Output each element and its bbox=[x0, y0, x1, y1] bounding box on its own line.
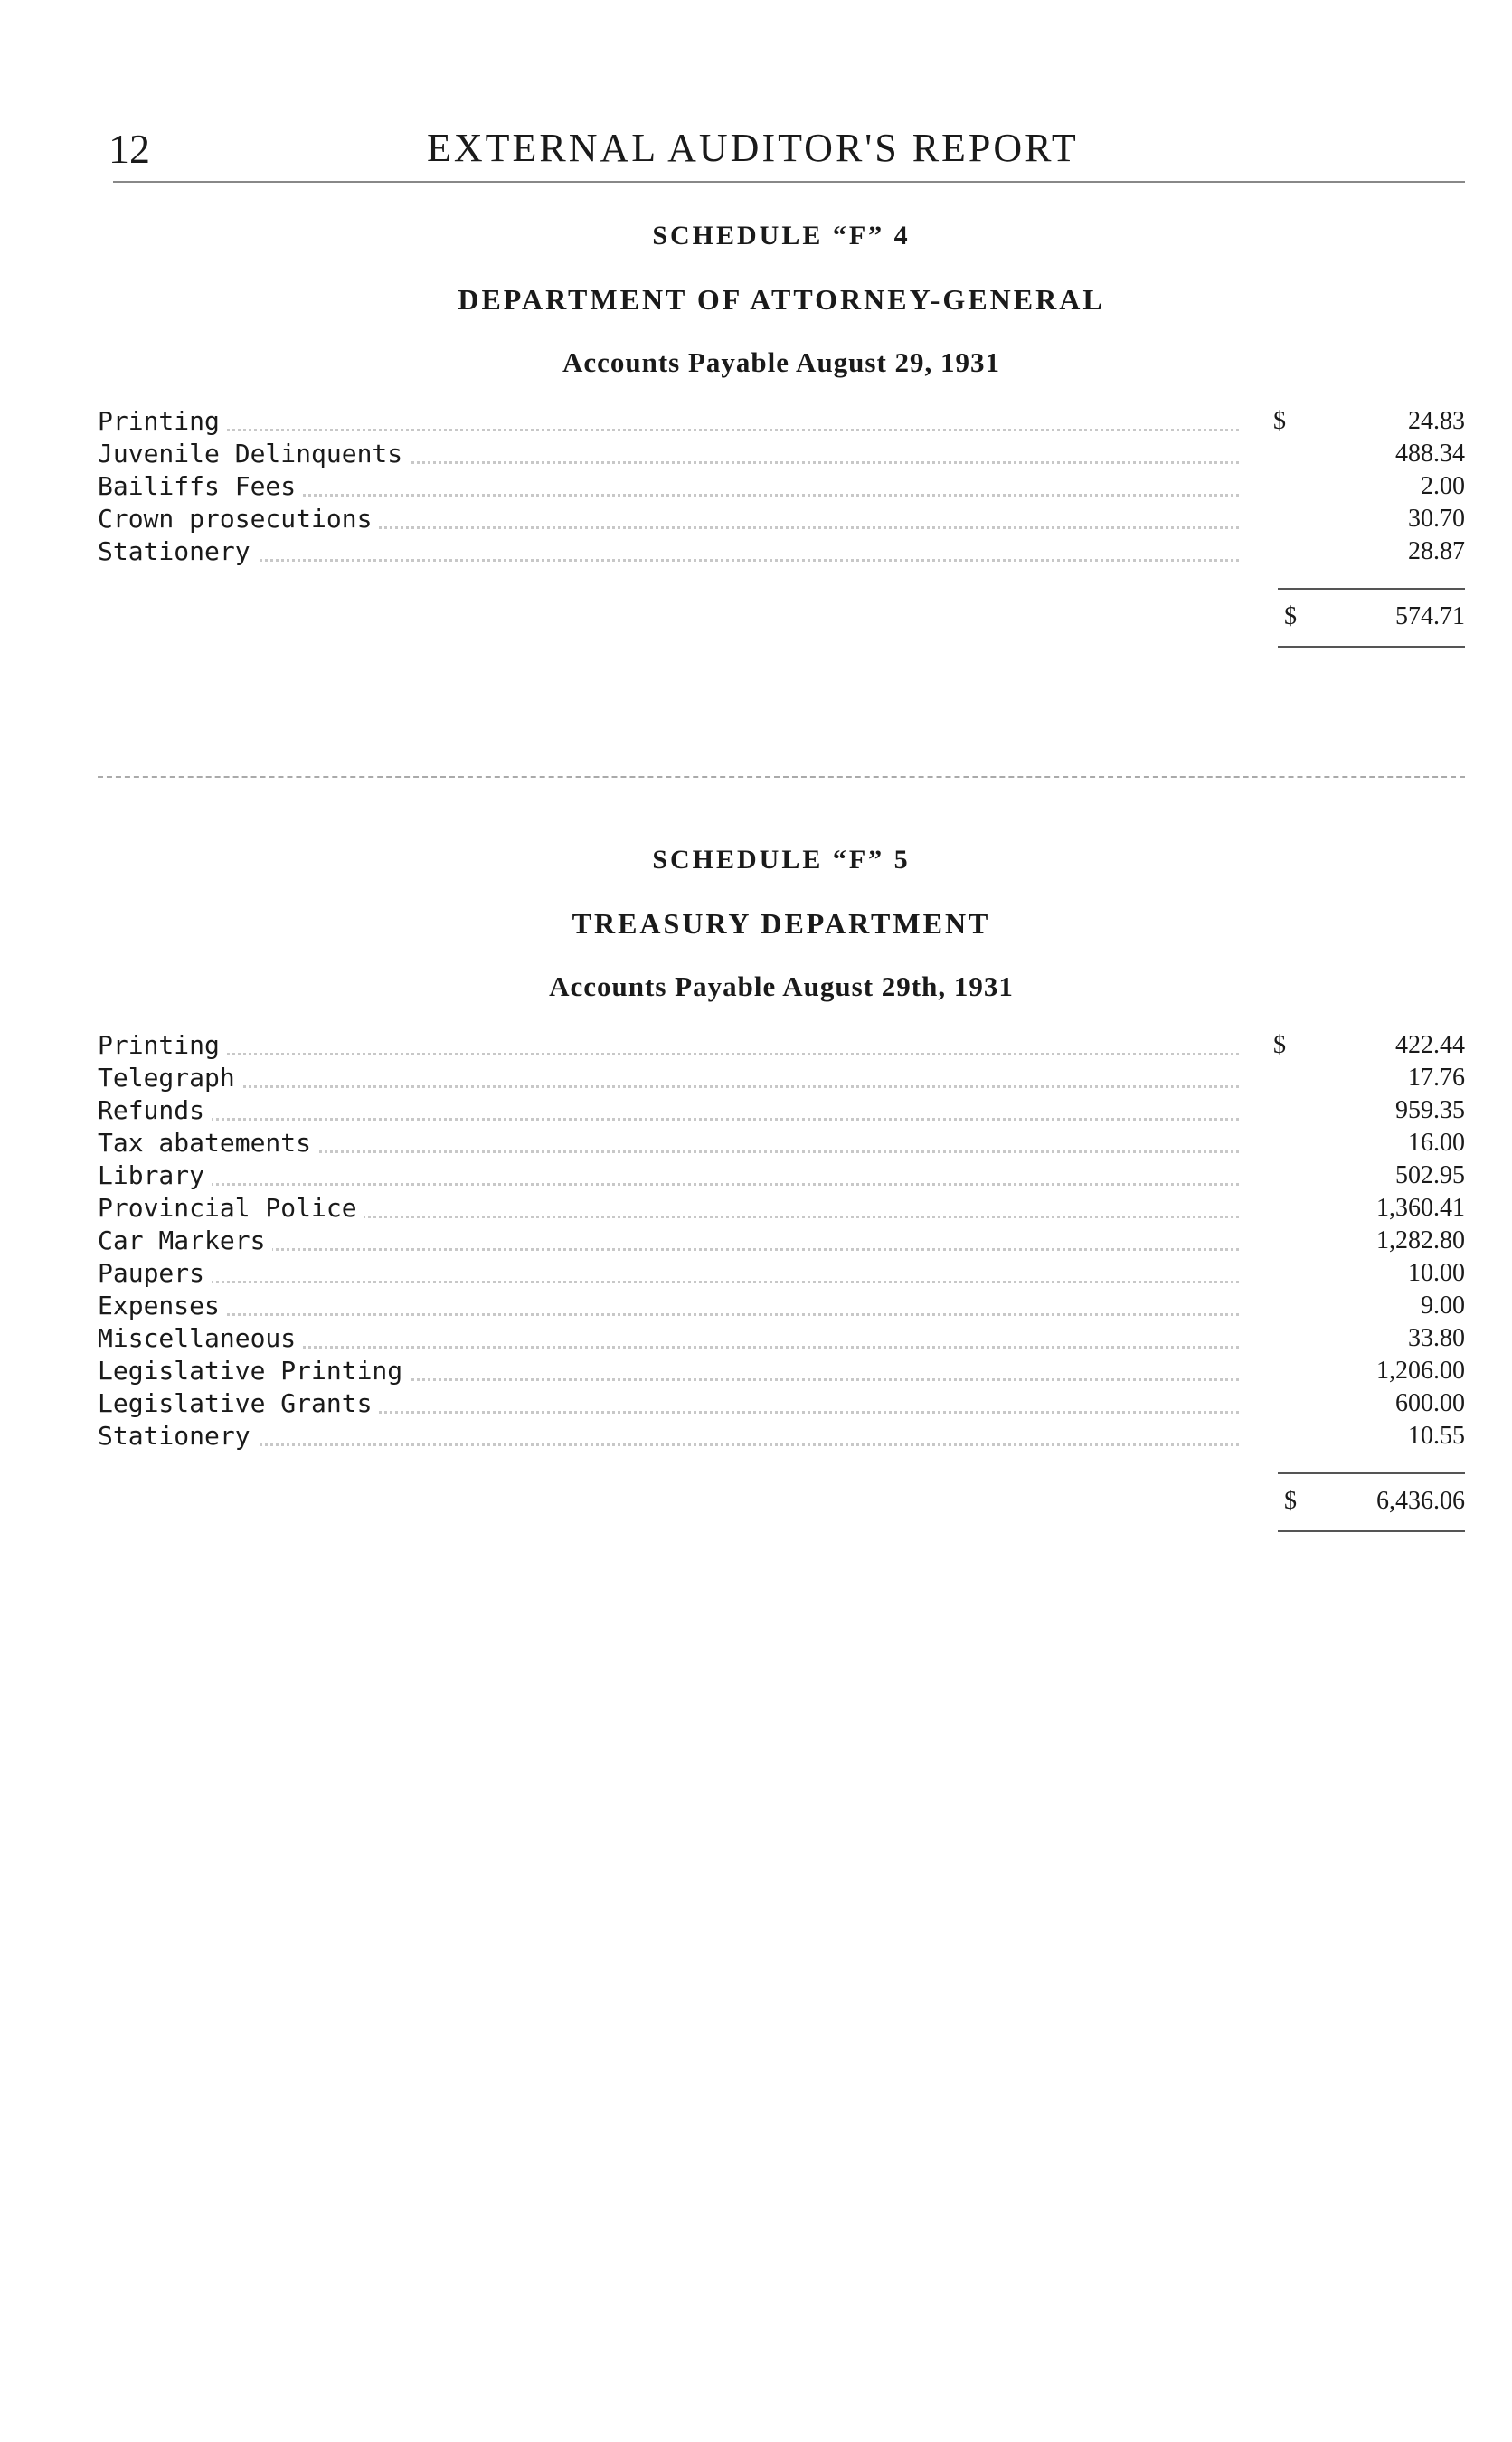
dot-leader bbox=[98, 1443, 1239, 1446]
item-amount: 600.00 bbox=[1395, 1389, 1465, 1417]
dot-leader bbox=[98, 1281, 1239, 1283]
total-amount: 574.71 bbox=[1395, 602, 1465, 630]
item-label: Expenses bbox=[98, 1290, 227, 1322]
line-item-miscellaneous bbox=[98, 1322, 1465, 1355]
department-title: TREASURY DEPARTMENT bbox=[572, 907, 991, 940]
page-title: EXTERNAL AUDITOR'S REPORT bbox=[427, 126, 1079, 170]
line-item-paupers bbox=[98, 1257, 1465, 1290]
item-label: Stationery bbox=[98, 535, 258, 568]
item-amount: 1,282.80 bbox=[1376, 1226, 1465, 1254]
item-amount: 17.76 bbox=[1408, 1064, 1465, 1092]
total-amount: 6,436.06 bbox=[1376, 1487, 1465, 1515]
item-label: Library bbox=[98, 1159, 212, 1192]
item-amount: 502.95 bbox=[1395, 1161, 1465, 1189]
item-amount: 488.34 bbox=[1395, 440, 1465, 468]
item-label: Legislative Grants bbox=[98, 1387, 379, 1420]
item-amount: 28.87 bbox=[1408, 537, 1465, 565]
currency-symbol: $ bbox=[1284, 602, 1297, 630]
dot-leader bbox=[98, 1118, 1239, 1121]
line-item-printing bbox=[98, 405, 1465, 438]
dot-leader bbox=[98, 1053, 1239, 1055]
dot-leader bbox=[98, 559, 1239, 562]
item-amount: 10.00 bbox=[1408, 1259, 1465, 1287]
currency-symbol: $ bbox=[1284, 1487, 1297, 1515]
total-block bbox=[98, 568, 1465, 649]
schedule-title: SCHEDULE “F” 4 bbox=[652, 221, 911, 251]
line-item-car-markers bbox=[98, 1225, 1465, 1257]
line-item-stationery bbox=[98, 1420, 1465, 1453]
line-item-printing bbox=[98, 1029, 1465, 1062]
total-rule bbox=[1278, 1530, 1465, 1532]
item-amount: 10.55 bbox=[1408, 1422, 1465, 1450]
item-label: Provincial Police bbox=[98, 1192, 364, 1225]
currency-symbol: $ bbox=[1273, 1031, 1286, 1059]
line-item-crown-prosecutions bbox=[98, 503, 1465, 535]
item-label: Legislative Printing bbox=[98, 1355, 410, 1387]
item-amount: 959.35 bbox=[1395, 1096, 1465, 1124]
line-item-stationery bbox=[98, 535, 1465, 568]
line-items bbox=[98, 1029, 1465, 1453]
total-rule bbox=[1278, 1472, 1465, 1474]
line-item-telegraph bbox=[98, 1062, 1465, 1094]
item-amount: 16.00 bbox=[1408, 1129, 1465, 1157]
item-amount: 30.70 bbox=[1408, 505, 1465, 533]
total-row bbox=[98, 601, 1465, 633]
item-amount: 24.83 bbox=[1408, 407, 1465, 435]
item-label: Juvenile Delinquents bbox=[98, 438, 410, 470]
line-item-tax-abatements bbox=[98, 1127, 1465, 1159]
item-amount: 2.00 bbox=[1421, 472, 1465, 500]
line-item-expenses bbox=[98, 1290, 1465, 1322]
line-item-juvenile-delinquents bbox=[98, 438, 1465, 470]
line-item-bailiffs-fees bbox=[98, 470, 1465, 503]
item-label: Tax abatements bbox=[98, 1127, 318, 1159]
item-label: Paupers bbox=[98, 1257, 212, 1290]
item-label: Printing bbox=[98, 405, 227, 438]
item-amount: 422.44 bbox=[1395, 1031, 1465, 1059]
item-label: Stationery bbox=[98, 1420, 258, 1453]
line-item-legislative-grants bbox=[98, 1387, 1465, 1420]
department-title: DEPARTMENT OF ATTORNEY-GENERAL bbox=[458, 283, 1105, 316]
currency-symbol: $ bbox=[1273, 407, 1286, 435]
item-amount: 33.80 bbox=[1408, 1324, 1465, 1352]
item-amount: 9.00 bbox=[1421, 1292, 1465, 1320]
item-label: Car Markers bbox=[98, 1225, 272, 1257]
accounts-title: Accounts Payable August 29, 1931 bbox=[562, 346, 1001, 378]
schedule-title: SCHEDULE “F” 5 bbox=[652, 845, 911, 875]
total-row bbox=[98, 1485, 1465, 1518]
page-header bbox=[101, 125, 1467, 179]
dot-leader bbox=[98, 1313, 1239, 1316]
header-rule bbox=[113, 181, 1465, 183]
total-rule bbox=[1278, 646, 1465, 648]
accounts-title: Accounts Payable August 29th, 1931 bbox=[549, 970, 1014, 1002]
schedule-f5 bbox=[98, 839, 1465, 1534]
item-label: Crown prosecutions bbox=[98, 503, 379, 535]
dot-leader bbox=[98, 1183, 1239, 1186]
page-number: 12 bbox=[109, 126, 150, 172]
dot-leader bbox=[98, 1085, 1239, 1088]
item-label: Bailiffs Fees bbox=[98, 470, 303, 503]
item-label: Printing bbox=[98, 1029, 227, 1062]
line-item-provincial-police bbox=[98, 1192, 1465, 1225]
total-rule bbox=[1278, 588, 1465, 590]
section-divider bbox=[98, 776, 1465, 778]
item-amount: 1,206.00 bbox=[1376, 1357, 1465, 1385]
schedule-f4 bbox=[98, 215, 1465, 649]
item-label: Telegraph bbox=[98, 1062, 242, 1094]
item-amount: 1,360.41 bbox=[1376, 1194, 1465, 1222]
item-label: Refunds bbox=[98, 1094, 212, 1127]
total-block bbox=[98, 1453, 1465, 1534]
line-item-refunds bbox=[98, 1094, 1465, 1127]
line-item-library bbox=[98, 1159, 1465, 1192]
line-items bbox=[98, 405, 1465, 568]
line-item-legislative-printing bbox=[98, 1355, 1465, 1387]
item-label: Miscellaneous bbox=[98, 1322, 303, 1355]
dot-leader bbox=[98, 429, 1239, 431]
